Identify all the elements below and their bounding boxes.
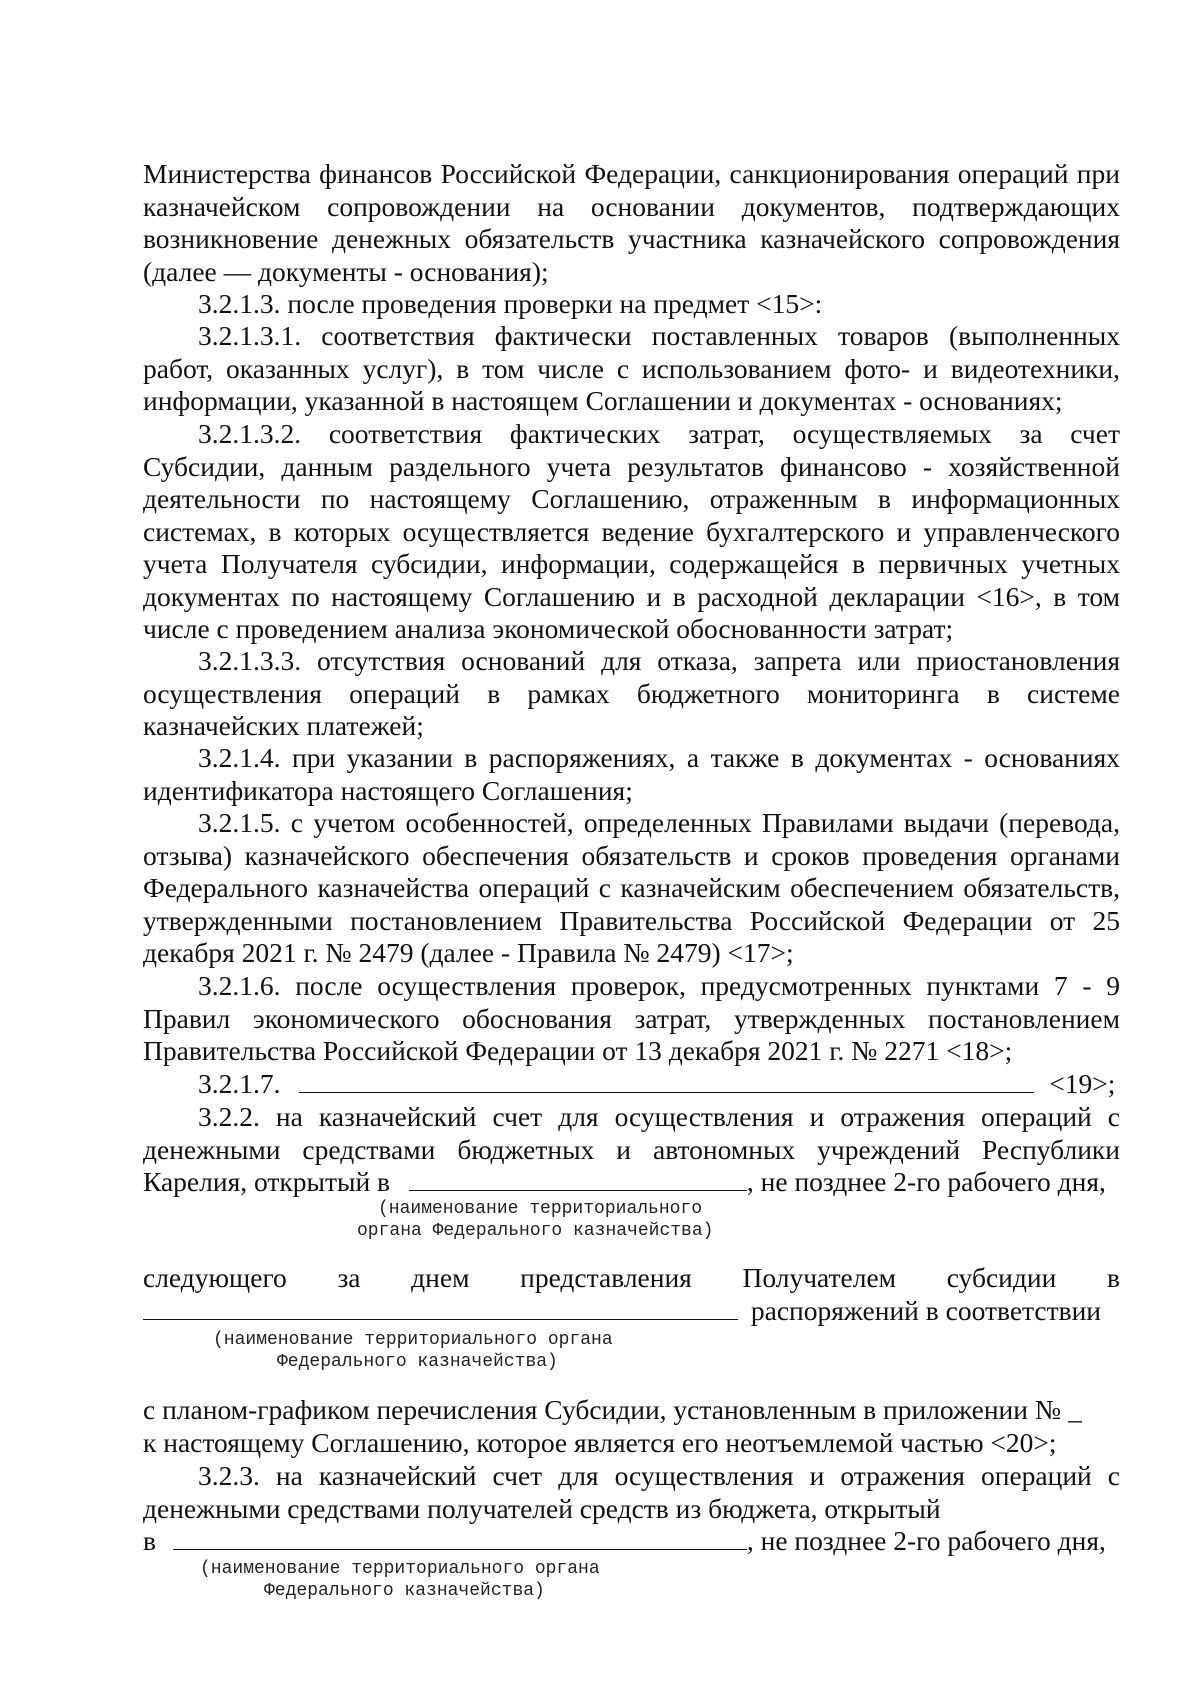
- justified-word-row: следующего за днем представления Получателем субсидии в: [143, 1262, 1120, 1293]
- footnote-ref: <19>;: [1049, 1068, 1116, 1099]
- paragraph-3-2-1-3-2: 3.2.1.3.2. соответствия фактических затрат, осуществляемых за счет Субсидии, данным раздельного учета результатов финансово - хозяйственной деятельности по настоящему Соглашению, отраженным в информационных системах, в которых осуществляется ведение бухгалтерского и управленческого учета Получателя субсидии, информации, содержащейся в первичных учетных документах по настоящему Соглашению и в расходной декларации <16>, в том числе с проведением анализа экономической обоснованности затрат;: [143, 418, 1120, 644]
- caption-line: (наименование территориального органа: [200, 1559, 600, 1579]
- paragraph-3-2-1-5: 3.2.1.5. с учетом особенностей, определенных Правилами выдачи (перевода, отзыва) казначейского обеспечения обязательств и сроков проведения органами Федерального казначейства операций с казначейским обеспечением обязательств, утвержденными постановлением Правительства Российской Федерации от 25 декабря 2021 г. № 2479 (далее - Правила № 2479) <17>;: [143, 807, 1120, 968]
- line-account-opened-in: Карелия, открытый в , не позднее 2-го рабочего дня,: [143, 1166, 1106, 1197]
- blank-territorial-body: [143, 1295, 738, 1320]
- line-orders-accordance: распоряжений в соответствии: [143, 1295, 1120, 1328]
- line-schedule: с планом-графиком перечисления Субсидии, установленным в приложении № _: [143, 1394, 1082, 1425]
- caption-line: Федерального казначейства): [277, 1352, 558, 1372]
- paragraph-3-2-1-3: 3.2.1.3. после проведения проверки на предмет <15>:: [198, 288, 823, 319]
- caption-line: (наименование территориального: [378, 1199, 703, 1219]
- caption-line: (наименование территориального органа: [213, 1330, 613, 1350]
- paragraph-3-2-1-6: 3.2.1.6. после осуществления проверок, предусмотренных пунктами 7 - 9 Правил экономического обоснования затрат, утвержденных постановлением Правительства Российской Федерации от 13 декабря 2021 г. № 2271 <18>;: [143, 970, 1120, 1066]
- item-3-2-1-7: [143, 1068, 1120, 1101]
- paragraph-3-2-3: 3.2.3. на казначейский счет для осуществления и отражения операций с денежными средствами получателей средств из бюджета, открытый: [143, 1460, 1120, 1524]
- item-number: 3.2.1.7.: [198, 1068, 281, 1099]
- line-account-opened-in: в , не позднее 2-го рабочего дня,: [143, 1525, 1106, 1556]
- caption-line: органа Федерального казначейства): [357, 1221, 714, 1241]
- caption-line: Федерального казначейства): [264, 1581, 545, 1601]
- paragraph-continuation: Министерства финансов Российской Федерации, санкционирования операций при казначейском сопровождении на основании документов, подтверждающих возникновение денежных обязательств участника казначейского сопровождения (далее — документы - основания);: [143, 158, 1120, 287]
- blank-territorial-body: [173, 1525, 747, 1550]
- paragraph-3-2-1-4: 3.2.1.4. при указании в распоряжениях, а также в документах - основаниях идентификатора настоящего Соглашения;: [143, 742, 1120, 806]
- blank-line: [299, 1068, 1034, 1093]
- blank-territorial-body: [409, 1166, 747, 1191]
- paragraph-3-2-1-3-3: 3.2.1.3.3. отсутствия оснований для отказа, запрета или приостановления осуществления операций в рамках бюджетного мониторинга в системе казначейских платежей;: [143, 645, 1120, 741]
- paragraph-3-2-1-3-1: 3.2.1.3.1. соответствия фактически поставленных товаров (выполненных работ, оказанных услуг), в том числе с использованием фото- и видеотехники, информации, указанной в настоящем Соглашении и документах - основаниях;: [143, 320, 1120, 416]
- paragraph-3-2-2: 3.2.2. на казначейский счет для осуществления и отражения операций с денежными средствами бюджетных и автономных учреждений Республики: [143, 1101, 1120, 1165]
- line-annex: к настоящему Соглашению, которое является его неотъемлемой частью <20>;: [143, 1427, 1057, 1458]
